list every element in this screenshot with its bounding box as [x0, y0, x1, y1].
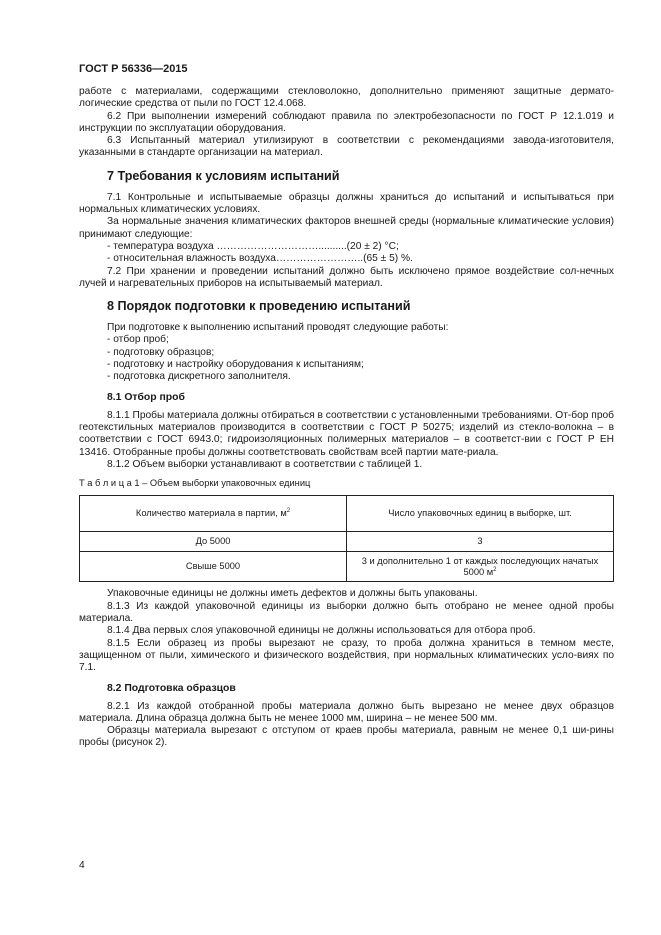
paragraph-7-1-conditions: За нормальные значения климатических факторов внешней среды (нормальные климатические условия) принимают следующие: — [79, 216, 614, 240]
subsection-heading-8-2: 8.2 Подготовка образцов — [107, 682, 236, 694]
section-heading-7: 7 Требования к условиям испытаний — [107, 168, 340, 183]
paragraph-8-1-4: 8.1.4 Два первых слоя упаковочной единицы не должны использоваться для отбора проб. — [107, 625, 536, 637]
paragraph-8-2-1: 8.2.1 Из каждой отобранной пробы материала должно быть вырезано не менее двух образцов материала. Длина образца должна быть не менее 1000 мм, ширина – не менее 500 мм. — [79, 700, 614, 724]
page-content — [79, 86, 614, 750]
page-header: ГОСТ Р 56336—2015 — [79, 63, 188, 75]
list-item: - подготовку и настройку оборудования к испытаниям; — [107, 359, 364, 371]
paragraph-8-1-3: 8.1.3 Из каждой упаковочной единицы из выборки должно быть отобрано не менее одной пробы материала. — [79, 600, 614, 625]
paragraph-8-2-1-cut: Образцы материала вырезают с отступом от краев пробы материала, равным не менее 0,1 ши-рины пробы (рисунок 2). — [79, 725, 614, 749]
table-row — [80, 532, 614, 552]
paragraph-6-2: 6.2 При выполнении измерений соблюдают правила по электробезопасности по ГОСТ Р 12.1.019 и инструкции по эксплуатации оборудования. — [79, 110, 614, 134]
paragraph-7-2: 7.2 При хранении и проведении испытаний должно быть исключено прямое воздействие сол-нечных лучей и нагревательных приборов на испытываемый материал. — [79, 265, 614, 289]
list-item: - подготовка дискретного заполнителя. — [107, 371, 291, 383]
table-cell: До 5000 — [80, 532, 347, 552]
paragraph: работе с материалами, содержащими стекловолокно, дополнительно применяют защитные дермато-логические средства от пыли по ГОСТ 12.4.068. — [79, 86, 614, 110]
condition-humidity: - относительная влажность воздуха……………………..(65 ± 5) %. — [107, 253, 413, 265]
list-item: - отбор проб; — [107, 334, 169, 346]
paragraph-8-1-2: 8.1.2 Объем выборки устанавливают в соответствии с таблицей 1. — [107, 458, 423, 470]
paragraph-8-1-5: 8.1.5 Если образец из пробы вырезают не сразу, то проба должна храниться в темном месте, защищенном от пыли, химического и физического воздействия, при нормальных климатических усло-виях по 7.1. — [79, 637, 614, 674]
list-item: - подготовку образцов; — [107, 346, 215, 358]
table-row — [80, 552, 614, 582]
condition-temperature: - температура воздуха …………………………..........(20 ± 2) °С; — [107, 240, 399, 252]
table-cell: 3 — [347, 532, 614, 552]
table-cell: 3 и дополнительно 1 от каждых последующих начатых 5000 $м^2$ — [347, 552, 614, 582]
table-caption: Т а б л и ц а 1 – Объем выборки упаковочных единиц — [79, 478, 311, 489]
table-header-cell: Число упаковочных единиц в выборке, шт. — [347, 496, 614, 532]
section-heading-8: 8 Порядок подготовки к проведению испытаний — [107, 299, 411, 314]
paragraph-8-intro: При подготовке к выполнению испытаний проводят следующие работы: — [107, 322, 449, 334]
sample-size-table — [79, 495, 614, 582]
subsection-heading-8-1: 8.1 Отбор проб — [107, 391, 185, 403]
table-header-cell: Количество материала в партии, $м^2$ — [80, 496, 347, 532]
paragraph-6-3: 6.3 Испытанный материал утилизируют в соответствии с рекомендациями завода-изготовителя, указанными в стандарте организации на материал. — [79, 135, 614, 159]
table-header-row — [80, 496, 614, 532]
page-number: 4 — [79, 860, 85, 871]
table-cell: Свыше 5000 — [80, 552, 347, 582]
paragraph-packaging: Упаковочные единицы не должны иметь дефектов и должны быть упакованы. — [107, 588, 478, 600]
paragraph-8-1-1: 8.1.1 Пробы материала должны отбираться в соответствии с установленными требованиями. От-бор проб геотекстильных материалов производится в соответствии с ГОСТ Р 50275; изделий из стекло-волокна – в соответствии с ГОСТ 6943.0; гидроизоляционных полимерных материалов – в соответст-вии с ГОСТ Р ЕН 13416. Отобранные пробы должны соответствовать свойствам всей партии мате-риала. — [79, 409, 614, 458]
paragraph-7-1: 7.1 Контрольные и испытываемые образцы должны храниться до испытаний и испытываться при нормальных климатических условиях. — [79, 191, 614, 216]
